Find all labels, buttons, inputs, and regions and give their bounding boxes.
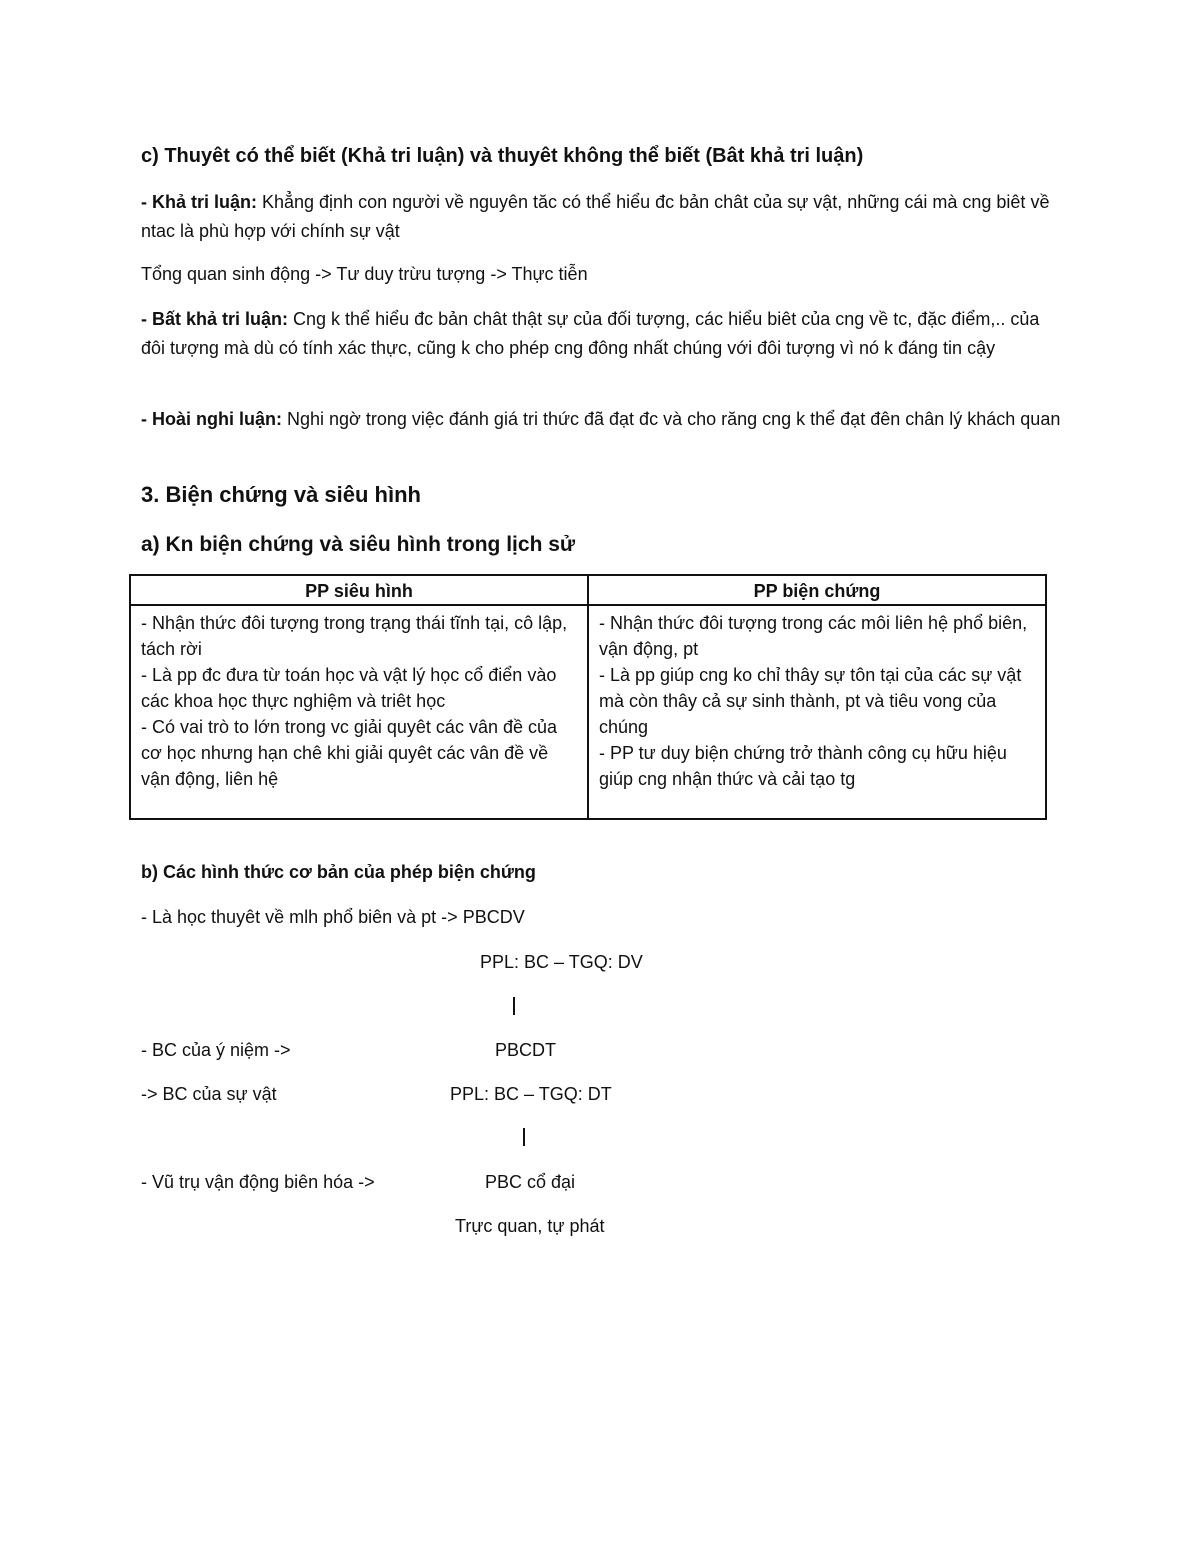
- list-item: - Có vai trò to lớn trong vc giải quyêt các vân đề của cơ học nhưng hạn chê khi giải quyêt các vân đề về vận động, liên hệ: [141, 717, 558, 789]
- bat-kha-tri-paragraph: [141, 305, 1061, 363]
- section-b-heading: b) Các hình thức cơ bản của phép biện chứng: [141, 862, 536, 882]
- hoai-nghi-text: Nghi ngờ trong việc đánh giá tri thức đã đạt đc và cho răng cng k thể đạt đên chân lý khách quan: [282, 409, 1061, 429]
- diagram-connector: [513, 997, 515, 1015]
- bat-kha-tri-label: - Bất khả tri luận:: [141, 309, 289, 329]
- list-item: - Là pp giúp cng ko chỉ thây sự tôn tại của các sự vật mà còn thây cả sự sinh thành, pt và tiêu vong của chúng: [599, 665, 1022, 737]
- b-intro-line: - Là học thuyêt về mlh phổ biên và pt -> PBCDV: [141, 907, 525, 927]
- bat-kha-tri-text: Cng k thể hiểu đc bản chât thật sự của đối tượng, các hiểu biêt của cng về tc, đặc điểm,.. của đôi tượng mà dù có tính xác thực, cũng k cho phép cng đông nhất chúng với đôi tượng vì nó k đáng tin cậy: [141, 309, 1040, 358]
- diagram-node-pbc-co-dai: PBC cổ đại: [485, 1172, 576, 1192]
- list-item: - Nhận thức đôi tượng trong các môi liên hệ phổ biên, vận động, pt: [599, 613, 1028, 659]
- kha-tri-text: Khẳng định con người về nguyên tăc có thể hiểu đc bản chât của sự vật, những cái mà cng biêt về ntac là phù hợp với chính sự vật: [141, 192, 1050, 241]
- process-line: Tổng quan sinh động -> Tư duy trừu tượng -> Thực tiễn: [141, 264, 588, 284]
- comparison-table: [129, 574, 1047, 820]
- section-3-heading: 3. Biện chứng và siêu hình: [141, 482, 421, 507]
- section-c-heading: c) Thuyêt có thể biết (Khả tri luận) và thuyêt không thể biết (Bât khả tri luận): [141, 145, 864, 167]
- diagram-bottom-note: Trực quan, tự phát: [455, 1216, 605, 1236]
- diagram-left-2: -> BC của sự vật: [141, 1084, 277, 1104]
- list-item: - Là pp đc đưa từ toán học và vật lý học cổ điển vào các khoa học thực nghiệm và triêt học: [141, 665, 557, 711]
- list-item: - PP tư duy biện chứng trở thành công cụ hữu hiệu giúp cng nhận thức và cải tạo tg: [599, 743, 1007, 789]
- table-header-row: [130, 575, 1046, 605]
- hoai-nghi-paragraph: [141, 405, 1061, 434]
- diagram-left-1: - BC của ý niệm ->: [141, 1040, 291, 1060]
- header-sieu-hinh: PP siêu hình: [130, 575, 588, 605]
- diagram-connector: [523, 1128, 525, 1146]
- bien-chung-cell: [588, 605, 1046, 819]
- sieu-hinh-cell: [130, 605, 588, 819]
- diagram-top-node: PPL: BC – TGQ: DV: [480, 952, 643, 972]
- header-bien-chung: PP biện chứng: [588, 575, 1046, 605]
- kha-tri-paragraph: [141, 188, 1061, 246]
- diagram-left-3: - Vũ trụ vận động biên hóa ->: [141, 1172, 375, 1192]
- table-row: [130, 605, 1046, 819]
- list-item: - Nhận thức đôi tượng trong trạng thái tĩnh tại, cô lập, tách rời: [141, 613, 568, 659]
- diagram-node-dt: PPL: BC – TGQ: DT: [450, 1084, 612, 1104]
- diagram-node-pbcdt: PBCDT: [495, 1040, 557, 1060]
- section-a-heading: a) Kn biện chứng và siêu hình trong lịch sử: [141, 533, 576, 556]
- kha-tri-label: - Khả tri luận:: [141, 192, 257, 212]
- hoai-nghi-label: - Hoài nghi luận:: [141, 409, 282, 429]
